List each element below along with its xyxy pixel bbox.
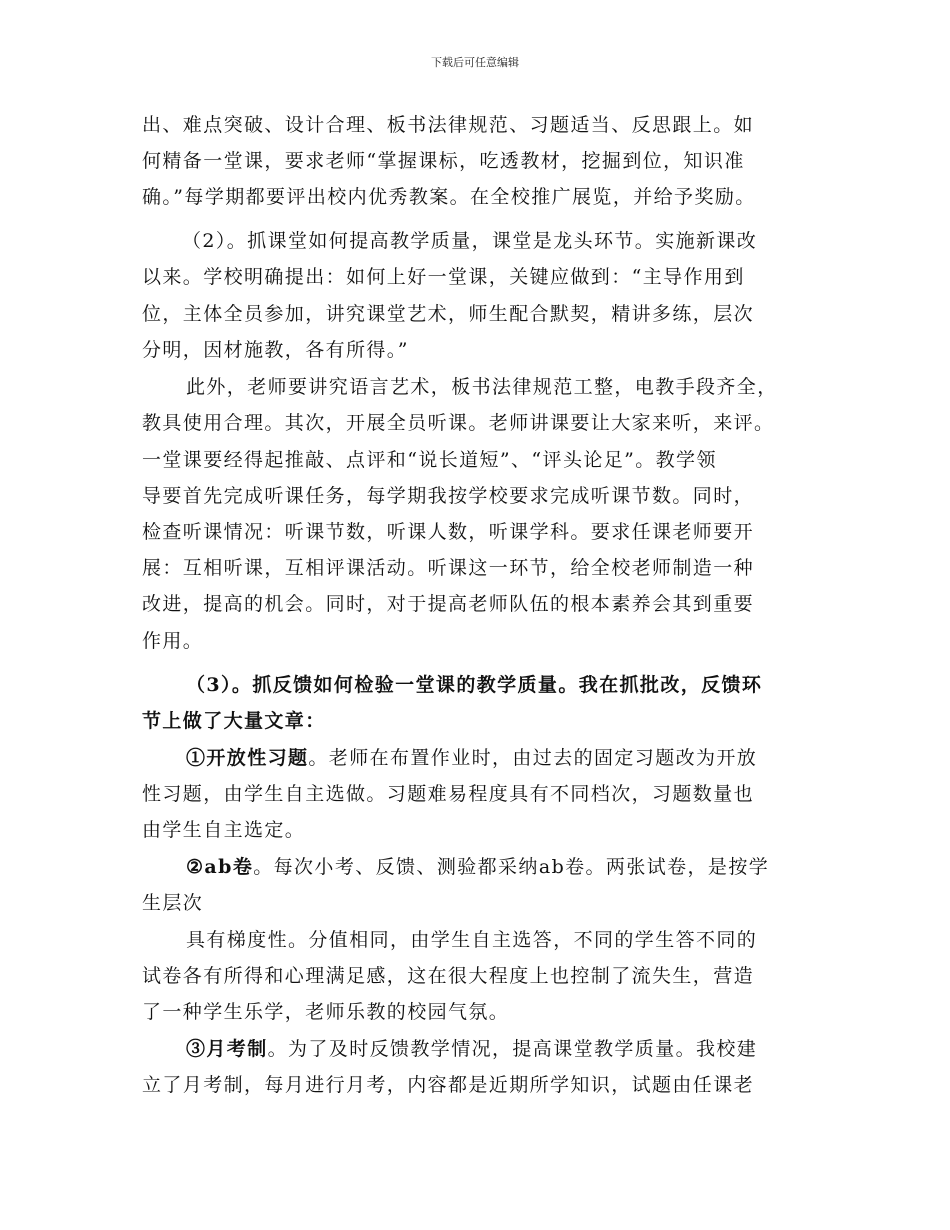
text-segment: 检查听课情况：听课节数，听课人数，听课学科。要求任课老师要开 bbox=[142, 521, 755, 543]
bold-text-segment: ②ab卷 bbox=[186, 856, 254, 878]
text-segment: 性习题，由学生自主选做。习题难易程度具有不同档次，习题数量也 bbox=[142, 783, 755, 805]
text-line bbox=[142, 1072, 754, 1098]
text-segment: 作用。 bbox=[142, 630, 204, 652]
text-segment: 此外，老师要讲究语言艺术，板书法律规范工整，电教手段齐全， bbox=[186, 376, 778, 398]
text-line bbox=[186, 854, 769, 880]
text-line bbox=[142, 999, 509, 1025]
text-line bbox=[142, 781, 754, 807]
text-segment: 确。”每学期都要评出校内优秀教案。在全校推广展览，并给予奖励。 bbox=[142, 186, 756, 208]
page-header: 下载后可任意编辑 bbox=[431, 56, 519, 69]
text-segment: 何精备一堂课，要求老师“掌握课标，吃透教材，挖掘到位，知识准 bbox=[142, 150, 745, 172]
text-segment: 改进，提高的机会。同时，对于提高老师队伍的根本素养会其到重要 bbox=[142, 593, 755, 615]
text-line bbox=[142, 817, 305, 843]
text-line bbox=[142, 591, 754, 617]
text-line bbox=[142, 447, 717, 473]
text-line bbox=[142, 628, 203, 654]
text-line bbox=[186, 374, 778, 400]
text-segment: 立了月考制，每月进行月考，内容都是近期所学知识，试题由任课老 bbox=[142, 1074, 755, 1096]
text-segment: 导要首先完成听课任务，每学期我按学校要求完成听课节数。同时， bbox=[142, 485, 755, 507]
text-segment: 展：互相听课，互相评课活动。听课这一环节，给全校老师制造一种 bbox=[142, 557, 755, 579]
text-segment: 试卷各有所得和心理满足感，这在很大程度上也控制了流失生，营造 bbox=[142, 965, 755, 987]
text-line bbox=[182, 228, 757, 254]
text-segment: 了一种学生乐学，老师乐教的校园气氛。 bbox=[142, 1001, 510, 1023]
text-line bbox=[142, 264, 745, 290]
text-line bbox=[186, 927, 757, 953]
bold-text-segment: ①开放性习题 bbox=[186, 747, 309, 769]
text-line bbox=[142, 410, 774, 436]
text-line bbox=[186, 1036, 757, 1062]
text-segment: 。每次小考、反馈、测验都采纳ab卷。两张试卷，是按学 bbox=[253, 856, 770, 878]
text-segment: 教具使用合理。其次，开展全员听课。老师讲课要让大家来听，来评。 bbox=[142, 412, 775, 434]
bold-text-segment: 节上做了大量文章： bbox=[142, 710, 326, 732]
text-line bbox=[142, 112, 754, 138]
text-segment: 生层次 bbox=[142, 892, 204, 914]
text-line bbox=[142, 890, 203, 916]
text-segment: （2）。抓课堂如何提高教学质量，课堂是龙头环节。实施新课改 bbox=[182, 230, 758, 252]
text-line bbox=[186, 672, 762, 698]
text-line bbox=[142, 148, 745, 174]
text-line bbox=[142, 337, 409, 363]
text-line bbox=[142, 519, 754, 545]
text-segment: 出、难点突破、设计合理、板书法律规范、习题适当、反思跟上。如 bbox=[142, 114, 755, 136]
text-segment: 。老师在布置作业时，由过去的固定习题改为开放 bbox=[308, 747, 758, 769]
text-segment: 具有梯度性。分值相同，由学生自主选答，不同的学生答不同的 bbox=[186, 929, 758, 951]
text-line bbox=[142, 963, 754, 989]
text-segment: 。为了及时反馈教学情况，提高课堂教学质量。我校建 bbox=[267, 1038, 758, 1060]
text-line bbox=[186, 745, 757, 771]
text-segment: 位，主体全员参加，讲究课堂艺术，师生配合默契，精讲多练，层次 bbox=[142, 303, 755, 325]
text-line bbox=[142, 301, 754, 327]
text-line bbox=[142, 708, 326, 734]
text-line bbox=[142, 184, 756, 210]
text-segment: 一堂课要经得起推敲、点评和“说长道短”、“评头论足”。教学领 bbox=[142, 449, 717, 471]
bold-text-segment: ③月考制 bbox=[186, 1038, 268, 1060]
text-line bbox=[142, 555, 754, 581]
bold-text-segment: （3）。抓反馈如何检验一堂课的教学质量。我在抓批改，反馈环 bbox=[186, 674, 763, 696]
text-line bbox=[142, 483, 754, 509]
text-segment: 以来。学校明确提出：如何上好一堂课，关键应做到：“主导作用到 bbox=[142, 266, 745, 288]
text-segment: 由学生自主选定。 bbox=[142, 819, 306, 841]
text-segment: 分明，因材施教，各有所得。” bbox=[142, 339, 409, 361]
